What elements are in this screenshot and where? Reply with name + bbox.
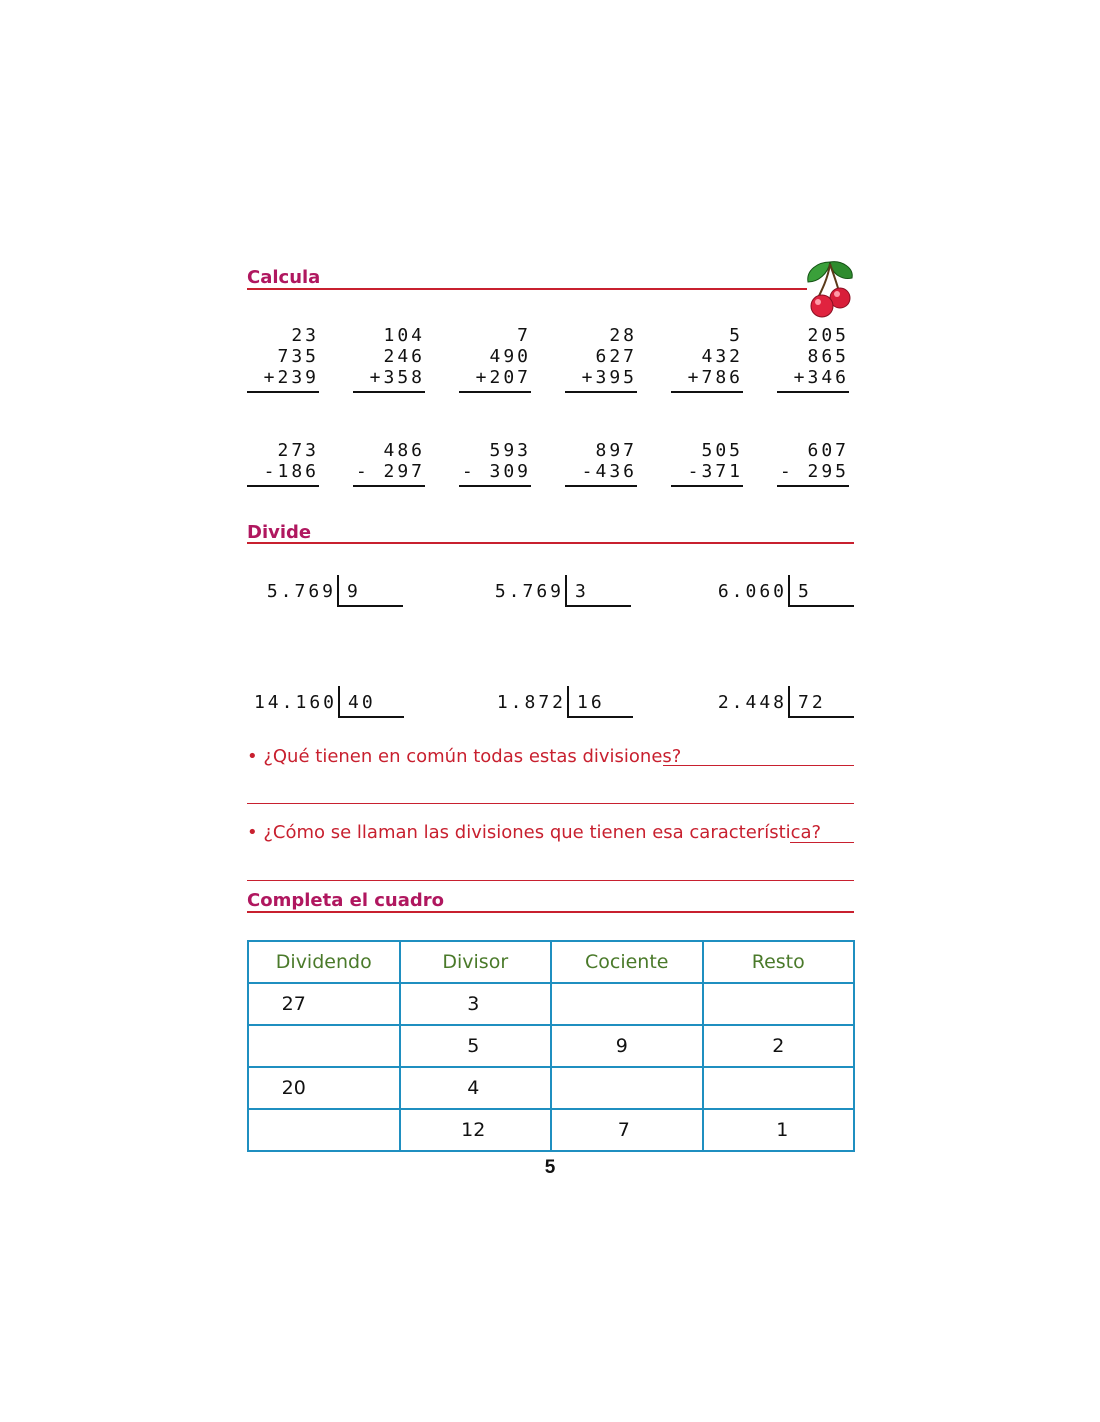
section-title-completa: Completa el cuadro [247,890,445,911]
header-divisor: Divisor [400,941,552,983]
answer-line[interactable] [247,880,854,881]
addition-problem [353,325,425,393]
section-title-calcula: Calcula [247,267,321,288]
table-row [248,1109,854,1151]
operand: 205 [807,325,849,346]
table-cell[interactable]: 7 [551,1109,703,1151]
sum-bar [777,391,849,393]
subtraction-problem [247,440,319,487]
operand: 897 [595,440,637,461]
difference-bar [459,485,531,487]
table-row [248,1067,854,1109]
cherry-icon [800,258,858,320]
dividend: 6.060 [717,581,787,602]
subtraction-problem [353,440,425,487]
section-rule-divide [247,542,854,544]
division-problem [240,575,336,611]
operand: 246 [383,346,425,367]
division-table [247,940,855,1152]
subtraction-problem [459,440,531,487]
difference-bar [247,485,319,487]
table-row [248,1025,854,1067]
divisor: 9 [347,581,361,602]
operand: 735 [277,346,319,367]
table-cell[interactable]: 2 [703,1025,855,1067]
divisor-box [565,575,631,607]
sum-bar [459,391,531,393]
operand: +395 [581,367,637,388]
divisor: 3 [575,581,589,602]
question-name: • ¿Cómo se llaman las divisiones que tienen esa característica? [247,822,822,843]
division-problem [240,686,337,722]
subtraction-problem [777,440,849,487]
division-problem [690,575,787,611]
dividend: 2.448 [717,692,787,713]
divisor-box [338,686,404,718]
page-number: 5 [544,1157,556,1178]
table-cell[interactable] [703,983,855,1025]
divisor: 16 [577,692,605,713]
operand: 627 [595,346,637,367]
sum-bar [353,391,425,393]
operand: 23 [291,325,319,346]
table-cell[interactable]: 20 [248,1067,400,1109]
sum-bar [565,391,637,393]
table-cell[interactable]: 9 [551,1025,703,1067]
table-cell[interactable] [551,983,703,1025]
table-cell[interactable] [551,1067,703,1109]
operand: +239 [263,367,319,388]
addition-problem [459,325,531,393]
operand: +346 [793,367,849,388]
table-header-row [248,941,854,983]
dividend: 5.769 [494,581,564,602]
divisor: 5 [798,581,812,602]
difference-bar [777,485,849,487]
division-problem [690,686,787,722]
operand: -436 [581,461,637,482]
operand: 7 [517,325,531,346]
operand: 486 [383,440,425,461]
divisor-box [788,575,854,607]
operand: 104 [383,325,425,346]
addition-problem [565,325,637,393]
addition-problem [777,325,849,393]
table-cell[interactable]: 4 [400,1067,552,1109]
table-cell[interactable] [248,1025,400,1067]
operand: -186 [263,461,319,482]
division-problem [470,575,564,611]
answer-line[interactable] [247,803,854,804]
addition-problem [247,325,319,393]
operand: 28 [609,325,637,346]
difference-bar [671,485,743,487]
header-cociente: Cociente [551,941,703,983]
operand: 5 [729,325,743,346]
section-rule-calcula [247,288,807,290]
operand: 490 [489,346,531,367]
operand: 273 [277,440,319,461]
operand: 607 [807,440,849,461]
operand: - 297 [355,461,425,482]
header-dividendo: Dividendo [248,941,400,983]
operand: - 309 [461,461,531,482]
question-common: • ¿Qué tienen en común todas estas divisiones? [247,746,682,767]
addition-problem [671,325,743,393]
answer-line[interactable] [790,842,854,843]
difference-bar [565,485,637,487]
divisor: 40 [348,692,376,713]
table-cell[interactable]: 27 [248,983,400,1025]
section-rule-completa [247,911,854,913]
table-cell[interactable]: 3 [400,983,552,1025]
answer-line[interactable] [663,765,854,766]
table-cell[interactable]: 12 [400,1109,552,1151]
operand: 505 [701,440,743,461]
difference-bar [353,485,425,487]
operand: +207 [475,367,531,388]
dividend: 5.769 [266,581,336,602]
operand: 432 [701,346,743,367]
sum-bar [671,391,743,393]
operand: - 295 [779,461,849,482]
divisor-box [337,575,403,607]
subtraction-problem [565,440,637,487]
dividend: 1.872 [496,692,566,713]
operand: +358 [369,367,425,388]
operand: 865 [807,346,849,367]
section-title-divide: Divide [247,522,312,543]
subtraction-problem [671,440,743,487]
operand: -371 [687,461,743,482]
sum-bar [247,391,319,393]
table-cell[interactable] [703,1067,855,1109]
dividend: 14.160 [253,692,337,713]
table-cell[interactable]: 5 [400,1025,552,1067]
operand: 593 [489,440,531,461]
table-row [248,983,854,1025]
operand: +786 [687,367,743,388]
header-resto: Resto [703,941,855,983]
table-cell[interactable] [248,1109,400,1151]
divisor-box [567,686,633,718]
table-cell[interactable]: 1 [703,1109,855,1151]
divisor: 72 [798,692,826,713]
division-problem [470,686,566,722]
divisor-box [788,686,854,718]
